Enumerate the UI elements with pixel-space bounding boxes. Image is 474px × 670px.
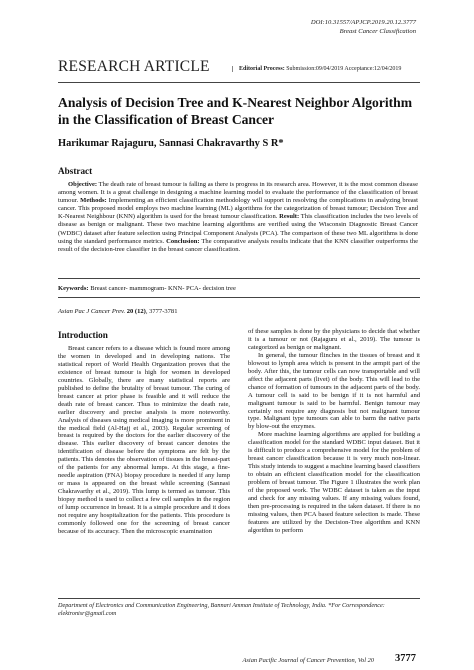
keywords-rule [58, 297, 420, 298]
conclusion-label: Conclusion: [166, 237, 200, 245]
citation-pages: , 3777-3781 [145, 308, 178, 315]
editorial-process [232, 66, 435, 72]
methods-label: Methods: [80, 197, 107, 205]
keywords-label: Keywords: [58, 285, 89, 292]
citation [58, 308, 418, 315]
introduction-left-column: Breast cancer refers to a disease which is found more among the women in developed and in developing nations. The statistical report of World Health Organization proves that the existence of breast tumour is high for women in developed countries. Globally, there are many statistical reports are published to define the brutality of breast tumour. The curing of breast cancer at prior phase is feasible and it will reduce the death rate of breast cancer. Thus to minimize the death rate, earlier discovery and precise analysis is more noteworthy. Analysis of diseases using medical imaging is more prominent in the medical field (Al-Hajj et al., 2003). Regular screening of breast is required by the doctors for the earlier discovery of the disease. This earlier discovery of breast cancer denotes the identification of disease before the symptoms are felt by the patients. This denotes the observation of tissues in the breast-part of the patients for any abnormal lumps. At this stage, a fine-needle aspiration (FNA) biopsy procedure is needed if any lump or mass is appeared on the breast while screening (Sannasi Chakravarthy et al., 2019). This lump is termed as tumour. This biopsy method is used to collect a few cell samples in the region of lump occurrence in breast. It is a simple procedure and it does not require any hospitalization for the patients. This procedure is commonly followed one for the screening of breast cancer because of its accuracy. Then the microscopic examination [58, 345, 230, 535]
right-paragraph-2: In general, the tumour flinches in the tissues of breast and it blowout to lymph area which is present in the armpit part of the body. After this, the tumour cells can now transportable and will affect the adjacent parts (livet) of the body. This will lead to the chance of formation of tumours in the adjacent parts of the body. A tumour cell is said to be benign if it is not harmful and malignant tumour is said to be harmful. Benign tumour may certainly not require any diagnosis but not malignant tumour type. Malignant type tumours can able to barm the native parts by blow-out the enzymes. [248, 351, 420, 431]
authors: Harikumar Rajaguru, Sannasi Chakravarthy S R* [58, 138, 284, 149]
methods-text: Implementing an efficient classification methodology will support in resolving the complications in analyzing breast cancer. This proposed model employs two machine learning (ML) algorithms for the categorization of breast tumour; Decision Tree and K-Nearest Neighbour (KNN) algorithm is used for the breast tumour classification. [58, 197, 418, 221]
result-label: Result: [279, 213, 300, 221]
abstract-rule [58, 278, 420, 279]
header-rule [58, 82, 420, 83]
result-text: This classification includes the two levels of disease as benign or malignant. These two machine learning algorithms are verified using the Wisconsin Diagnostic Breast Cancer (WDBC) dataset after feature selection using Principal Component Analysis (PCA). The comparison of these two ML algorithms is done using the standard performance metrics. [58, 213, 418, 245]
keywords-text: Breast cancer- mammogram- KNN- PCA- decision tree [88, 285, 236, 292]
editorial-label: Editorial Process: [239, 66, 285, 72]
paper-title: Analysis of Decision Tree and K-Nearest Neighbor Algorithm in the Classification of Breast Cancer [58, 95, 413, 127]
abstract-heading: Abstract [58, 166, 93, 176]
citation-journal: Asian Pac J Cancer Prev. [58, 308, 126, 315]
keywords [58, 285, 418, 292]
objective-label: Objective: [68, 181, 98, 188]
abstract-body [58, 181, 418, 254]
doi: DOI:10.31557/APJCP.2019.20.12.3777 [310, 19, 416, 26]
right-paragraph-1: of these samples is done by the physicians to decide that whether it is a tumour or not (Rajaguru et al., 2019). The tumour is categorized as benign or malignant. [248, 328, 420, 351]
editorial-dates: Submission:09/04/2019 Acceptance:12/04/2019 [286, 66, 402, 72]
article-type: RESEARCH ARTICLE [58, 58, 210, 75]
introduction-heading: Introduction [58, 330, 108, 340]
right-paragraph-3: More machine learning algorithms are applied for building a classification model for the standard WDBC input dataset. But it is difficult to produce a comprehensive model for the problem of breast cancer classification because it is very much non-linear. This study intends to suggest a machine learning based classifiers to obtain an efficient classification model for the classification problem of breast tumour. The Figure 1 illustrates the work plan of the proposed work. The WDBC dataset is taken as the input and check for any missing values. If any missing values found, then pre-processing is required in the taken dataset. If there is no missing values, then PCA based feature selection is made. These features are utilized by the Decision-Tree algorithm and KNN algorithm to perform [248, 431, 420, 534]
short-title: Breast Cancer Classification [339, 28, 416, 35]
footer-journal: Asian Pacific Journal of Cancer Prevention, Vol 20 [242, 657, 374, 664]
introduction-right-column [248, 328, 420, 535]
objective-text: The death rate of breast tumour is falling as there is progress in its research area. However, it is the most common disease among women. It is a great challenge in designing a machine learning model to evaluate the performance of the classification of breast tumour. [58, 181, 418, 205]
footnote-rule [58, 598, 420, 599]
affiliation-footnote: Department of Electronics and Communication Engineering, Bannari Amman Institute of Technology, India. *For Correspondence: elektronisr@gmail.com [58, 602, 385, 617]
page-number: 3777 [395, 653, 416, 664]
citation-volume: 20 (12) [125, 308, 146, 315]
running-header [311, 18, 416, 36]
conclusion-text: The comparative analysis results indicate that the KNN classifier outperforms the result of the decision-tree classifier in the breast cancer classification. [58, 237, 419, 253]
